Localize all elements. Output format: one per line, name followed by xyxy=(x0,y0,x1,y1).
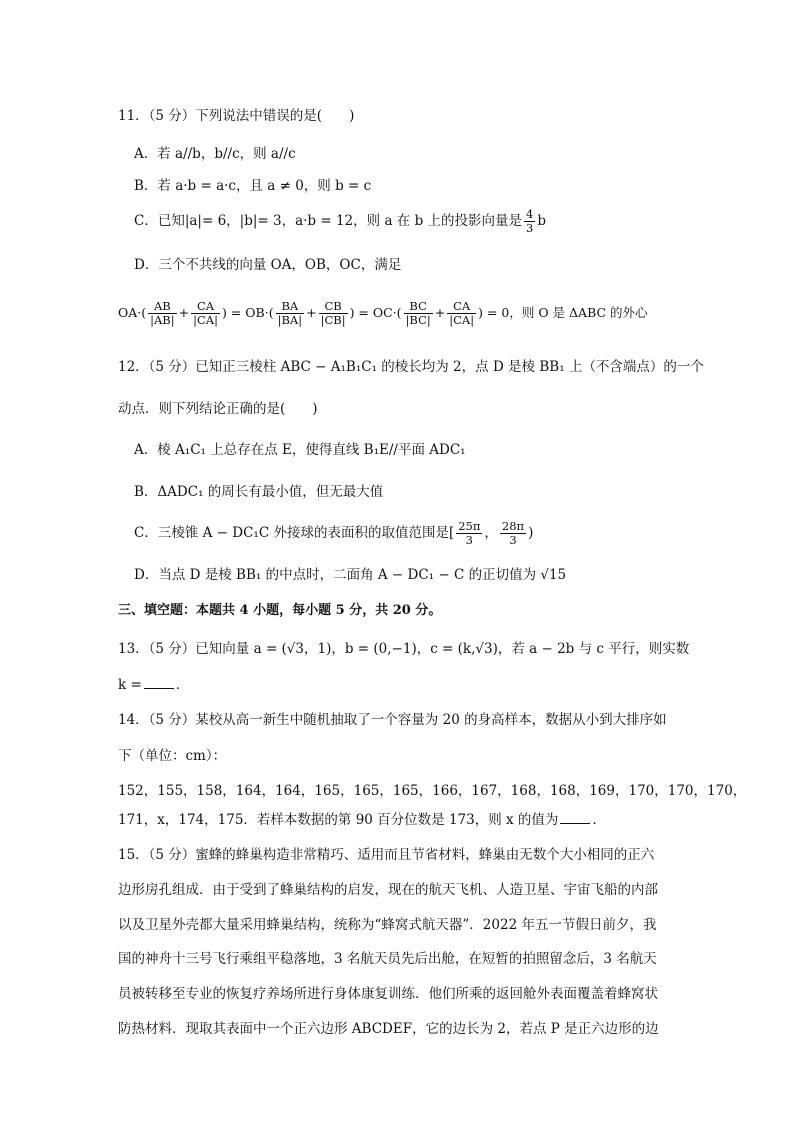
answer-blank xyxy=(560,811,590,824)
q11-stem: 11．（5 分）下列说法中错误的是( ) xyxy=(118,108,355,124)
eq-term3-lead: ) = OC·( xyxy=(349,305,402,320)
q11-option-b: B．若 a·b = a·c，且 a ≠ 0，则 b = c xyxy=(134,178,372,194)
q15-line3: 以及卫星外壳都大量采用蜂巢结构，统称为“蜂窝式航天器”．2022 年五一节假日前夕，我 xyxy=(118,917,657,933)
eq-fraction-bc xyxy=(404,300,433,327)
fraction-numerator: 25π xyxy=(458,519,481,533)
fraction-denominator: 3 xyxy=(526,221,534,235)
fraction-denominator: |CB| xyxy=(320,313,346,327)
q12-option-c-close: ) xyxy=(528,525,534,541)
q14-period: ． xyxy=(592,812,606,828)
fraction-numerator: AB xyxy=(148,300,177,314)
fraction-denominator: |CA| xyxy=(193,313,218,327)
q13-k-label: k = xyxy=(118,677,142,693)
q12-option-d: D．当点 D 是棱 BB₁ 的中点时，二面角 A − DC₁ − C 的正切值为 √15 xyxy=(134,567,567,583)
fraction-denominator: |AB| xyxy=(150,313,175,327)
fraction-denominator: |BA| xyxy=(277,313,303,327)
fraction-numerator: BA xyxy=(276,300,305,314)
plus-sign: + xyxy=(306,305,317,320)
section-heading-fill-in: 三、填空题：本题共 4 小题，每小题 5 分，共 20 分。 xyxy=(118,603,442,618)
q14-line4-text: 171，x，174，175．若样本数据的第 90 百分位数是 173，则 x 的值为 xyxy=(118,812,559,828)
q12-option-c-comma: ， xyxy=(484,525,498,541)
q14-data-line: 152，155，158，164，164，165，165，165，166，167，168，168，169，170，170，170， xyxy=(118,783,747,799)
q11-option-c-text: C．已知|a|= 6，|b|= 3，a·b = 12，则 a 在 b 上的投影向量是 xyxy=(134,213,523,229)
fraction-denominator: 3 xyxy=(509,533,517,547)
q12-option-c-fraction-high xyxy=(500,520,526,547)
answer-blank xyxy=(144,676,174,689)
eq-fraction-ca xyxy=(191,300,220,327)
q11-option-d-line1: D．三个不共线的向量 OA，OB，OC，满足 xyxy=(134,257,402,273)
eq-fraction-ba xyxy=(276,300,305,327)
q11-option-a: A．若 a//b，b//c，则 a//c xyxy=(134,146,296,162)
q11-option-c xyxy=(134,208,546,235)
eq-fraction-ca-2 xyxy=(447,300,476,327)
q13-line2 xyxy=(118,676,189,694)
q14-line4 xyxy=(118,811,606,829)
eq-term2-lead: ) = OB·( xyxy=(221,305,274,320)
q11-option-c-fraction xyxy=(524,208,535,235)
plus-sign: + xyxy=(434,305,446,320)
plus-sign: + xyxy=(178,305,190,320)
fraction-numerator: CA xyxy=(191,300,220,314)
q12-stem-line1: 12．（5 分）已知正三棱柱 ABC − A₁B₁C₁ 的棱长均为 2，点 D 是棱 BB₁ 上（不含端点）的一个 xyxy=(118,359,704,375)
eq-term1-lead: OA·( xyxy=(118,305,147,320)
fraction-denominator: |BC| xyxy=(405,313,431,327)
q14-line1: 14．（5 分）某校从高一新生中随机抽取了一个容量为 20 的身高样本，数据从小到大排序如 xyxy=(118,712,667,728)
q13-period: ． xyxy=(175,677,190,693)
q12-option-a: A．棱 A₁C₁ 上总存在点 E，使得直线 B₁E//平面 ADC₁ xyxy=(134,442,466,458)
eq-fraction-ab xyxy=(148,300,177,327)
q14-line2: 下（单位：cm）： xyxy=(118,748,227,764)
fraction-numerator: BC xyxy=(404,300,433,314)
q12-stem-line2: 动点．则下列结论正确的是( ) xyxy=(118,401,318,417)
q12-option-b: B．ΔADC₁ 的周长有最小值，但无最大值 xyxy=(134,484,384,500)
q15-line5: 员被转移至专业的恢复疗养场所进行身体康复训练．他们所乘的返回舱外表面覆盖着蜂窝状 xyxy=(118,986,658,1002)
fraction-numerator: CB xyxy=(319,300,348,314)
eq-tail: ) = 0，则 O 是 ΔABC 的外心 xyxy=(478,305,648,320)
q12-option-c-text: C．三棱锥 A − DC₁C 外接球的表面积的取值范围是[ xyxy=(134,525,455,541)
q11-option-c-vector: b xyxy=(537,213,546,229)
fraction-numerator: CA xyxy=(447,300,476,314)
q15-line2: 边形房孔组成．由于受到了蜂巢结构的启发，现在的航天飞机、人造卫星、宇宙飞船的内部 xyxy=(118,882,658,898)
q12-option-c xyxy=(134,520,533,547)
eq-fraction-cb xyxy=(319,300,348,327)
q15-line6: 防热材料．现取其表面中一个正六边形 ABCDEF，它的边长为 2，若点 P 是正六边形的边 xyxy=(118,1021,659,1037)
q15-line1: 15．（5 分）蜜蜂的蜂巢构造非常精巧、适用而且节省材料，蜂巢由无数个大小相同的正六 xyxy=(118,847,655,863)
fraction-numerator: 4 xyxy=(526,207,534,221)
q12-option-c-fraction-low xyxy=(456,520,482,547)
fraction-denominator: 3 xyxy=(465,533,473,547)
q11-option-d-equation xyxy=(118,300,648,327)
fraction-numerator: 28π xyxy=(501,519,525,533)
q13-line1: 13．（5 分）已知向量 a = (√3，1)，b = (0,−1)，c = (k,√3)，若 a − 2b 与 c 平行，则实数 xyxy=(118,641,690,657)
q15-line4: 国的神舟十三号飞行乘组平稳落地，3 名航天员先后出舱，在短暂的拍照留念后，3 名航天 xyxy=(118,951,657,967)
fraction-denominator: |CA| xyxy=(449,313,475,327)
